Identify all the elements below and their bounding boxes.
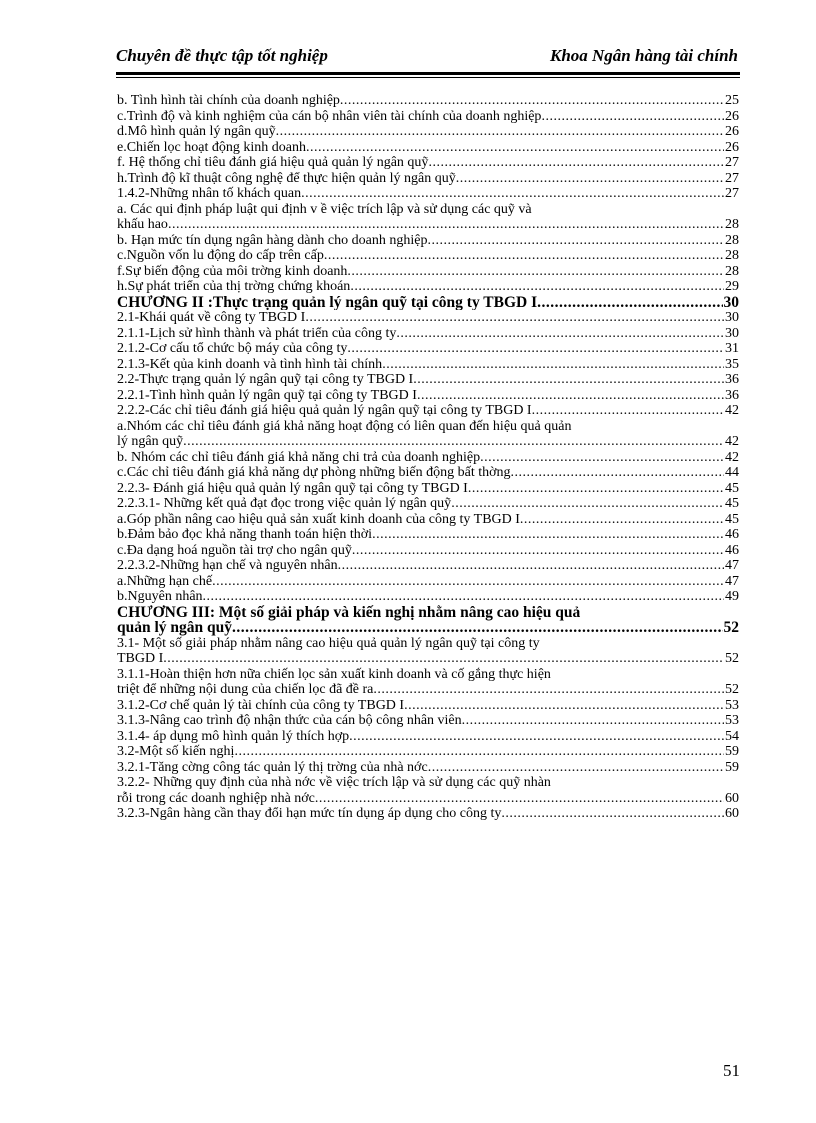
toc-dot-leader [349, 729, 724, 745]
toc-entry [117, 667, 739, 698]
toc-entry [117, 109, 739, 125]
toc-entry [117, 202, 739, 233]
toc-entry-title: f.Sự biến động của môi trờng kinh doanh [117, 263, 348, 279]
toc-entry [117, 326, 739, 342]
toc-page-number: 35 [725, 356, 739, 372]
toc-entry [117, 481, 739, 497]
toc-entry-title: 2.1.3-Kết qủa kinh doanh và tình hình tài chính [117, 356, 383, 372]
toc-dot-leader [212, 574, 724, 590]
toc-entry-title: CHƯƠNG II :Thực trạng quản lý ngân quỹ tại công ty TBGD I [117, 294, 538, 310]
toc-entry-title: 2.2.3.2-Những hạn chế và nguyên nhân [117, 558, 338, 573]
toc-dot-leader [396, 326, 724, 342]
toc-entry [117, 636, 739, 667]
toc-entry-title: triệt để những nội dung của chiến lọc đã đề ra [117, 682, 374, 697]
toc-entry-title-line1: 3.1- Một số giải pháp nhằm nâng cao hiệu quả quản lý ngân quỹ tại công ty [117, 635, 540, 651]
toc-entry-title: h.Trình độ kĩ thuật công nghệ để thực hiện quản lý ngân quỹ [117, 170, 456, 186]
toc-entry-title: a.Những hạn chế [117, 573, 213, 589]
toc-page-number: 42 [725, 403, 739, 418]
toc-entry [117, 295, 739, 311]
toc-page-number: 36 [725, 387, 739, 403]
toc-page-number: 53 [725, 713, 739, 728]
toc-page-number: 52 [725, 682, 739, 697]
toc-entry-title: e.Chiến lọc hoạt động kinh doanh [117, 139, 306, 155]
toc-page-number: 36 [725, 372, 739, 387]
toc-entry-title: 2.1.1-Lịch sử hình thành và phát triển của công ty [117, 325, 397, 341]
toc-dot-leader [306, 140, 724, 156]
toc-entry [117, 341, 739, 357]
toc-entry [117, 775, 739, 806]
toc-entry [117, 419, 739, 450]
toc-entry-title: 2.2.2-Các chỉ tiêu đánh giá hiệu quả quản lý ngân quỹ tại công ty TBGD I [117, 403, 532, 418]
toc-page-number: 47 [725, 573, 739, 589]
toc-entry-title: c.Các chỉ tiêu đánh giá khả năng dự phòng những biến động bất thờng [117, 465, 511, 480]
toc-entry-title-line1: 3.1.1-Hoàn thiện hơn nữa chiến lọc sản xuất kinh doanh và cố gắng thực hiện [117, 666, 551, 682]
toc-entry-title: 3.2-Một số kiến nghị [117, 744, 235, 759]
toc-entry-title: c.Nguồn vốn lu động do cấp trên cấp [117, 248, 324, 263]
toc-entry [117, 124, 739, 140]
toc-dot-leader [350, 279, 724, 295]
toc-entry-title: 3.2.1-Tăng cờng công tác quản lý thị trờng của nhà nớc [117, 759, 428, 775]
toc-page-number: 59 [725, 744, 739, 759]
toc-entry-title: b. Hạn mức tín dụng ngân hàng dành cho doanh nghiệp [117, 232, 428, 248]
toc-entry-title-line1: a. Các qui định pháp luật qui định v ề việc trích lập và sử dụng các quỹ và [117, 201, 532, 217]
toc-dot-leader [428, 760, 724, 776]
toc-dot-leader [203, 589, 724, 605]
toc-entry [117, 605, 739, 636]
toc-entry-title: 3.1.4- áp dụng mô hình quản lý thích hợp [117, 728, 350, 744]
toc-dot-leader [428, 155, 724, 171]
toc-entry-title: 2.2.1-Tình hình quản lý ngân quỹ tại công ty TBGD I [117, 387, 417, 403]
toc-page-number: 46 [725, 527, 739, 542]
toc-dot-leader [382, 357, 724, 373]
toc-dot-leader [541, 109, 724, 125]
toc-page-number: 26 [725, 139, 739, 155]
toc-entry [117, 589, 739, 605]
toc-entry [117, 310, 739, 326]
toc-page-number: 31 [725, 341, 739, 356]
toc-entry [117, 450, 739, 466]
toc-entry [117, 512, 739, 528]
toc-dot-leader [352, 543, 724, 559]
toc-page-number: 28 [725, 217, 739, 232]
toc-entry [117, 744, 739, 760]
toc-entry [117, 171, 739, 187]
toc-page-number: 49 [725, 589, 739, 604]
toc-dot-leader [413, 372, 724, 388]
toc-entry [117, 729, 739, 745]
toc-entry [117, 233, 739, 249]
toc-page-number: 27 [725, 170, 739, 186]
toc-page-number: 52 [723, 620, 739, 636]
toc-entry-title: 3.1.2-Cơ chế quản lý tài chính của công ty TBGD I [117, 697, 405, 713]
toc-entry-title: b.Đảm bảo đọc khả năng thanh toán hiện thời [117, 527, 373, 542]
toc-dot-leader [168, 217, 724, 233]
toc-dot-leader [234, 744, 724, 760]
toc-dot-leader [373, 682, 724, 698]
toc-dot-leader [276, 124, 724, 140]
toc-entry-title: quản lý ngân quỹ [117, 620, 233, 636]
toc-dot-leader [532, 403, 724, 419]
toc-entry [117, 543, 739, 559]
header-left-title: Chuyên đề thực tập tốt nghiệp [116, 46, 328, 65]
toc-entry-title: 2.1-Khái quát về công ty TBGD I [117, 310, 306, 325]
toc-entry-title: d.Mô hình quản lý ngân quỹ [117, 124, 276, 139]
toc-page-number: 42 [725, 434, 739, 449]
toc-entry [117, 465, 739, 481]
toc-page-number: 60 [725, 790, 739, 806]
toc-page-number: 27 [725, 155, 739, 170]
toc-entry [117, 760, 739, 776]
toc-entry [117, 93, 739, 109]
toc-dot-leader [324, 248, 724, 264]
toc-page-number: 47 [725, 558, 739, 573]
toc-page-number: 28 [725, 263, 739, 279]
toc-dot-leader [404, 698, 724, 714]
toc-entry [117, 574, 739, 590]
toc-dot-leader [456, 171, 724, 187]
toc-entry-title-line1: CHƯƠNG III: Một số giải pháp và kiến nghị nhằm nâng cao hiệu quả [117, 603, 581, 621]
toc-page-number: 52 [725, 651, 739, 666]
toc-entry-title-line1: a.Nhóm các chỉ tiêu đánh giá khả năng hoạt động có liên quan đến hiệu quả quản [117, 418, 572, 434]
toc-entry-title: a.Góp phần nâng cao hiệu quả sản xuất kinh doanh của công ty TBGD I [117, 511, 520, 527]
toc-entry-title: 3.1.3-Nâng cao trình độ nhận thức của cán bộ công nhân viên [117, 713, 462, 728]
toc-page-number: 53 [725, 697, 739, 713]
toc-entry-title: 2.1.2-Cơ cấu tổ chức bộ máy của công ty [117, 341, 348, 356]
toc-page-number: 29 [725, 279, 739, 294]
toc-entry [117, 140, 739, 156]
toc-dot-leader [338, 558, 724, 574]
toc-page-number: 45 [725, 480, 739, 496]
toc-page-number: 59 [725, 759, 739, 775]
toc-dot-leader [372, 527, 724, 543]
toc-dot-leader [451, 496, 724, 512]
toc-dot-leader [468, 481, 724, 497]
toc-entry-title: khấu hao [117, 217, 168, 232]
toc-entry-title: c.Trình độ và kinh nghiệm của cán bộ nhân viên tài chính của doanh nghiệp [117, 108, 542, 124]
toc-entry-title: f. Hệ thống chỉ tiêu đánh giá hiệu quả quản lý ngân quỹ [117, 155, 429, 170]
toc-entry [117, 403, 739, 419]
toc-entry [117, 388, 739, 404]
toc-entry-title: b. Nhóm các chỉ tiêu đánh giá khả năng chi trả của doanh nghiệp [117, 449, 481, 465]
toc-entry-title: c.Đa dạng hoá nguồn tài trợ cho ngân quỹ [117, 542, 352, 558]
toc-entry [117, 357, 739, 373]
toc-entry-title: rỗi trong các doanh nghiệp nhà nớc [117, 790, 315, 806]
toc-dot-leader [305, 310, 724, 326]
toc-dot-leader [511, 465, 725, 481]
toc-entry [117, 186, 739, 202]
toc-entry-title: 2.2.3- Đánh giá hiệu quả quản lý ngân quỹ tại công ty TBGD I [117, 480, 468, 496]
toc-entry [117, 527, 739, 543]
toc-dot-leader [520, 512, 724, 528]
table-of-contents [117, 93, 739, 822]
toc-page-number: 25 [725, 93, 739, 108]
toc-dot-leader [347, 264, 724, 280]
toc-entry [117, 264, 739, 280]
toc-entry-title: TBGD I [117, 651, 164, 666]
toc-page-number: 26 [725, 108, 739, 124]
toc-page-number: 30 [725, 325, 739, 341]
toc-page-number: 30 [723, 294, 739, 310]
toc-entry [117, 806, 739, 822]
toc-dot-leader [417, 388, 724, 404]
toc-dot-leader [501, 806, 724, 822]
toc-page-number: 45 [725, 496, 739, 511]
toc-page-number: 26 [725, 124, 739, 139]
toc-page-number: 45 [725, 511, 739, 527]
toc-page-number: 60 [725, 806, 739, 821]
toc-page-number: 27 [725, 186, 739, 201]
header-right-title: Khoa Ngân hàng tài chính [549, 46, 738, 65]
toc-entry-title: h.Sự phát triển của thị trờng chứng khoán [117, 279, 351, 294]
toc-entry [117, 248, 739, 264]
toc-entry-title-line1: 3.2.2- Những quy định của nhà nớc về việc trích lập và sử dụng các quỹ nhàn [117, 775, 551, 790]
toc-entry-title: b. Tình hình tài chính của doanh nghiệp [117, 93, 340, 108]
toc-page-number: 28 [725, 248, 739, 263]
toc-page-number: 54 [725, 728, 739, 744]
toc-page-number: 46 [725, 542, 739, 558]
toc-dot-leader [347, 341, 724, 357]
toc-dot-leader [537, 295, 722, 311]
header-rule-thick [116, 72, 740, 75]
toc-entry [117, 372, 739, 388]
toc-entry [117, 155, 739, 171]
toc-dot-leader [315, 791, 724, 807]
toc-entry-title: 2.2-Thực trạng quản lý ngân quỹ tại công ty TBGD I [117, 372, 414, 387]
toc-page-number: 44 [725, 465, 739, 480]
toc-entry-title: 1.4.2-Những nhân tố khách quan [117, 186, 302, 201]
toc-page-number: 30 [725, 310, 739, 325]
toc-entry-title: b.Nguyên nhân [117, 589, 203, 604]
toc-entry [117, 713, 739, 729]
toc-entry-title: lý ngân quỹ [117, 434, 184, 449]
toc-dot-leader [480, 450, 724, 466]
toc-page-number: 42 [725, 449, 739, 465]
toc-entry-title: 3.2.3-Ngân hàng cần thay đổi hạn mức tín dụng áp dụng cho công ty [117, 806, 502, 821]
page-header [116, 46, 738, 68]
toc-entry [117, 496, 739, 512]
page-number: 51 [723, 1061, 740, 1080]
toc-entry [117, 558, 739, 574]
toc-dot-leader [427, 233, 724, 249]
toc-dot-leader [340, 93, 724, 109]
header-rule-thin [116, 77, 740, 78]
toc-dot-leader [232, 620, 722, 636]
toc-entry [117, 279, 739, 295]
toc-dot-leader [301, 186, 724, 202]
toc-dot-leader [163, 651, 724, 667]
toc-dot-leader [462, 713, 724, 729]
toc-dot-leader [183, 434, 724, 450]
toc-entry [117, 698, 739, 714]
toc-page-number: 28 [725, 232, 739, 248]
toc-entry-title: 2.2.3.1- Những kết quả đạt đọc trong việc quản lý ngân quỹ [117, 496, 452, 511]
